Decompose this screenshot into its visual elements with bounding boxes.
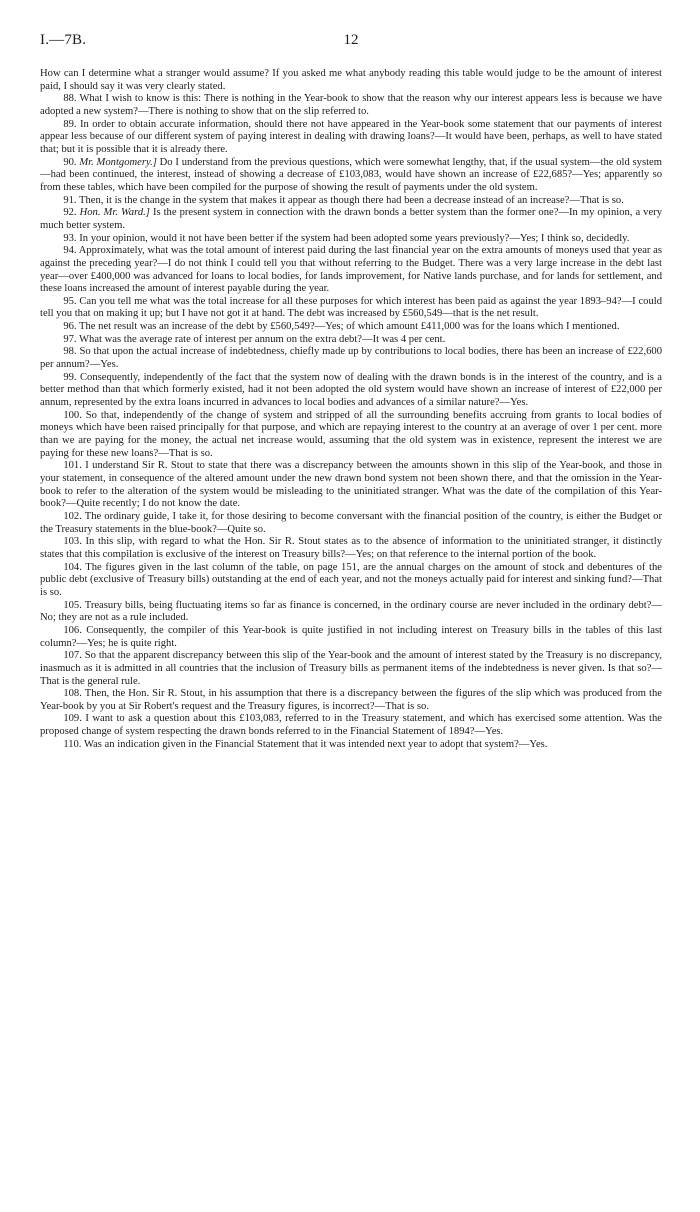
question-paragraph xyxy=(40,536,662,561)
page-number: 12 xyxy=(343,32,359,48)
question-paragraph xyxy=(40,157,662,195)
question-number: 101. xyxy=(63,460,82,472)
question-paragraph xyxy=(40,93,662,118)
question-number: 100. xyxy=(63,409,82,421)
paragraph-text: The net result was an increase of the debt by £560,549?—Yes; of which amount £411,000 was for the loans which I mentioned. xyxy=(79,321,620,333)
question-number: 97. xyxy=(63,333,77,345)
question-number: 95. xyxy=(63,295,77,307)
question-paragraph xyxy=(40,650,662,688)
question-paragraph xyxy=(40,372,662,410)
paragraph-text: The figures given in the last column of the table, on page 151, are the annual charges on the amount of stock and debentures of the public debt (exclusive of Treasury bills) outstanding at the end of each year, and not the moneys actually paid for interest and sinking fund?—That is so. xyxy=(40,561,662,598)
paragraph-text: Was an indication given in the Financial Statement that it was intended next year to adopt that system?—Yes. xyxy=(83,738,548,750)
paragraph-text: In your opinion, would it not have been better if the system had been adopted some years previously?—Yes; I think so, decidedly. xyxy=(79,232,630,244)
question-number: 104. xyxy=(63,561,82,573)
paragraph-text: Consequently, independently of the fact that the system now of dealing with the drawn bonds is in the interest of the country, and is a better method than that which formerly existed, had it not been adopted the old system would have shown an increase of interest of £22,000 per annum, represented by the extra loans incurred in advances to local bodies and advances of a similar nature?—Yes. xyxy=(40,371,662,409)
question-paragraph xyxy=(40,245,662,296)
paragraph-text: In this slip, with regard to what the Hon. Sir R. Stout states as to the absence of information to the uninitiated stranger, it distinctly states that this compilation is exclusive of the interest on Treasury bills?—Yes; on that reference to the internal portion of the book. xyxy=(40,536,662,560)
paragraph-text: Do I understand from the previous questions, which were somewhat lengthy, that, if the usual system—the old system—had been continued, the interest, instead of showing a decrease of £103,083, would have shown an increase of £22,685?—Yes; apparently so from these tables, which have been compiled for the purpose of showing the result of payments under the old system. xyxy=(40,156,662,193)
question-paragraph xyxy=(40,119,662,157)
question-number: 96. xyxy=(63,321,77,333)
paragraph-text: Consequently, the compiler of this Year-book is quite justified in not including interest on Treasury bills in the tables of this last column?—Yes; he is quite right. xyxy=(40,624,663,649)
question-number: 107. xyxy=(63,650,82,662)
question-paragraph xyxy=(40,207,662,232)
question-paragraph xyxy=(40,334,662,347)
question-number: 93. xyxy=(63,232,77,244)
paragraph-text: So that upon the actual increase of indebtedness, chiefly made up by contributions to local bodies, there has been an increase of £22,600 per annum?—Yes. xyxy=(40,346,662,371)
paragraph-text: Can you tell me what was the total increase for all these purposes for which interest has been paid as against the year 1893–94?—I could tell you that on making it up; but I have not got it at hand. The debt was increased by £560,549—that is the net result. xyxy=(40,295,662,320)
question-paragraph xyxy=(40,739,662,752)
question-number: 105. xyxy=(63,599,82,611)
question-number: 90. xyxy=(63,156,77,168)
question-number: 110. xyxy=(63,738,82,750)
question-paragraph xyxy=(40,511,662,536)
paragraph-text: Approximately, what was the total amount of interest paid during the last financial year on the extra amounts of moneys used that year as against the preceding year?—I do not think I could tell you that without referring to the Budget. There was a very large increase in the debt last year—over £400,000 was advanced for loans to local bodies, for lands improvement, for Native lands purchase, and for lands for settlement, and these loans increased the amount of interest payable during the year. xyxy=(40,245,662,295)
speaker-name: Mr. Montgomery.] xyxy=(79,156,157,168)
question-paragraph xyxy=(40,562,662,600)
question-paragraph xyxy=(40,346,662,371)
question-paragraph xyxy=(40,296,662,321)
paragraph-text: Treasury bills, being fluctuating items so far as finance is concerned, in the ordinary course are never included in the ordinary debt?—No; they are not as a rule included. xyxy=(40,599,662,624)
document-body xyxy=(40,68,662,751)
question-number: 91. xyxy=(63,194,77,206)
paragraph-text: So that the apparent discrepancy between this slip of the Year-book and the amount of interest stated by the Treasury is no discrepancy, inasmuch as it is admitted in all countries that the inclusion of Treasury bills as permanent items of the indebtedness is never given. Is that so?—That is the general rule. xyxy=(40,650,663,687)
paragraph-text: Then, the Hon. Sir R. Stout, in his assumption that there is a discrepancy between the figures of the slip which was produced from the Year-book by you at Sir Robert's request and the Treasury figures, is incorrect?—That is so. xyxy=(40,688,662,712)
question-paragraph xyxy=(40,688,662,713)
paragraph-text: So that, independently of the change of system and stripped of all the surrounding benefits accruing from grants to local bodies of moneys which have been raised principally for that purpose, and which are repaying interest to the country at an average of over 1 per cent. more than we are paying for the money, the actual net increase would, assuming that the old system was in existence, represent the interest we are paying for these new loans?—That is so. xyxy=(40,409,662,459)
question-number: 88. xyxy=(63,93,77,105)
question-paragraph xyxy=(40,321,662,334)
question-paragraph xyxy=(40,713,662,738)
question-paragraph xyxy=(40,460,662,511)
question-number: 89. xyxy=(63,118,77,130)
question-number: 92. xyxy=(63,207,77,219)
page-header xyxy=(40,32,662,58)
paragraph-text: How can I determine what a stranger would assume? If you asked me what anybody reading this table would judge to be the amount of interest paid, I should say it was very clearly stated. xyxy=(40,68,662,92)
question-paragraph xyxy=(40,600,662,625)
question-number: 109. xyxy=(63,713,82,725)
paper-reference: I.—7B. xyxy=(40,32,87,48)
paragraph-text: I understand Sir R. Stout to state that there was a discrepancy between the amounts shown in this slip of the Year-book, and those in your statement, in consequence of the altered amount under the new drawn bond system not been shown there, and that the omission in the Year-book to refer to the alteration of the system would be misleading to the uninitiated stranger. What was the date of the compilation of this Year-book?—Quite recently; I do not know the date. xyxy=(40,460,662,510)
paragraph-text: What was the average rate of interest per annum on the extra debt?—It was 4 per cent. xyxy=(79,333,446,345)
question-number: 94. xyxy=(63,245,77,257)
paragraph-text: Is the present system in connection with the drawn bonds a better system than the former one?—In my opinion, a very much better system. xyxy=(40,207,663,231)
question-number: 98. xyxy=(63,346,77,358)
paragraph-continued xyxy=(40,68,662,93)
question-paragraph xyxy=(40,410,662,461)
paragraph-text: Then, it is the change in the system that makes it appear as though there had been a decrease instead of an increase?—That is so. xyxy=(79,194,624,206)
question-number: 106. xyxy=(63,624,82,636)
paragraph-text: The ordinary guide, I take it, for those desiring to become conversant with the financial position of the country, is either the Budget or the Treasury statements in the blue-book?—Quite so. xyxy=(40,510,662,535)
question-number: 103. xyxy=(63,536,82,548)
paragraph-text: In order to obtain accurate information, should there not have appeared in the Year-book some statement that our payments of interest appear less because of our different system of paying interest in dealing with drawing loans?—It would have been, perhaps, as well to have stated that; but it is possible that it is already there. xyxy=(40,118,662,155)
question-number: 102. xyxy=(63,510,82,522)
speaker-name: Hon. Mr. Ward.] xyxy=(79,207,150,219)
question-paragraph xyxy=(40,195,662,208)
question-number: 99. xyxy=(63,371,77,383)
paragraph-text: What I wish to know is this: There is nothing in the Year-book to show that the reason why our interest appears less is because we have adopted a new system?—There is nothing to show that on the slip referred to. xyxy=(40,93,662,117)
question-paragraph xyxy=(40,625,662,650)
question-paragraph xyxy=(40,233,662,246)
question-number: 108. xyxy=(63,688,82,700)
paragraph-text: I want to ask a question about this £103,083, referred to in the Treasury statement, and which has exercised some attention. Was the proposed change of system respecting the drawn bonds referred to in the Financial Statement of 1894?—Yes. xyxy=(40,713,662,738)
